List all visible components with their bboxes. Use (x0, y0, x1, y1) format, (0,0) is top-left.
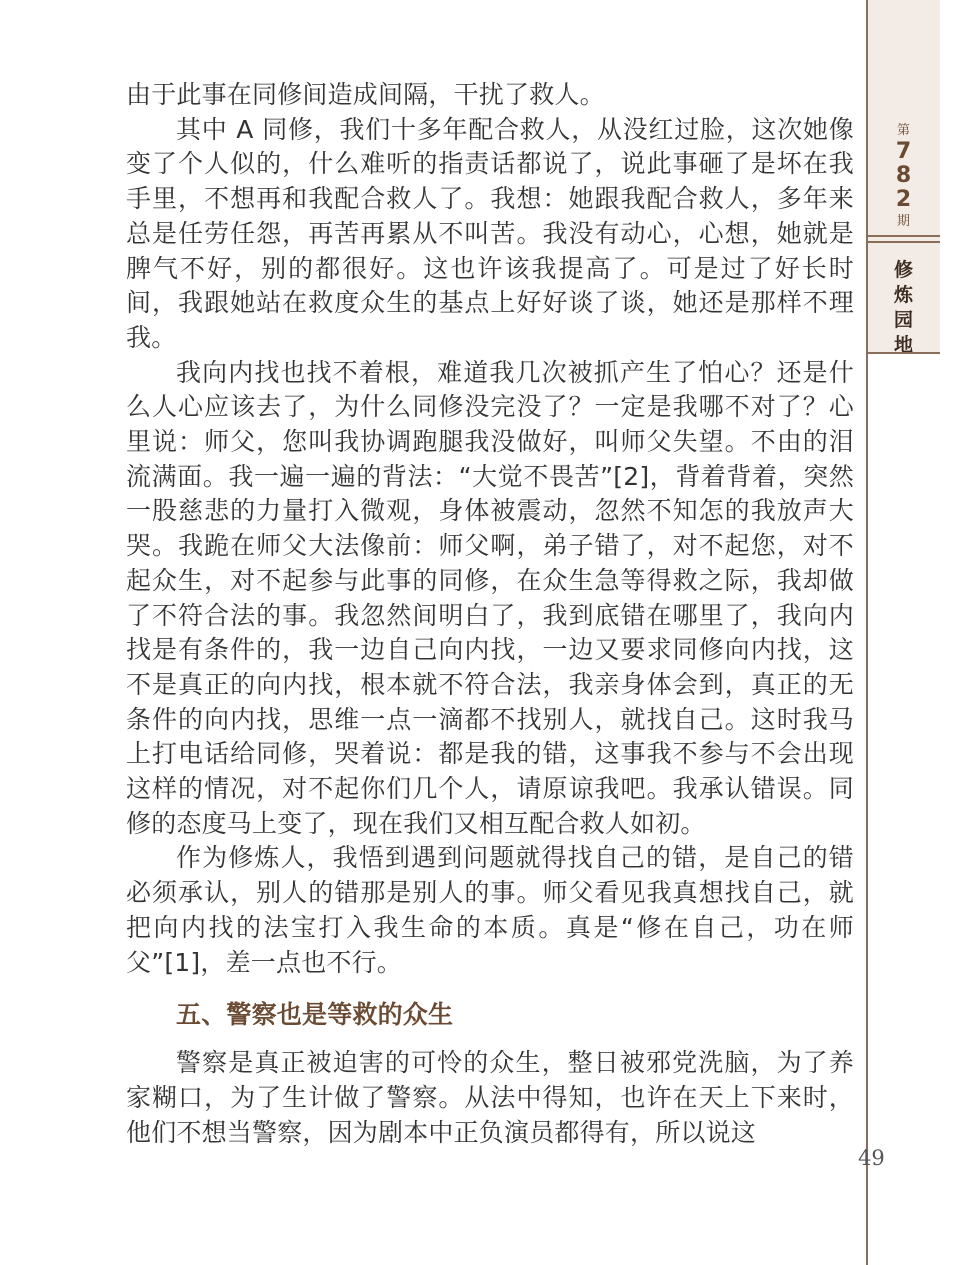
section-heading: 五、警察也是等救的众生 (176, 1000, 454, 1030)
paragraph: 我向内找也找不着根，难道我几次被抓产生了怕心？还是什么人心应该去了，为什么同修没完没了？一定是我哪不对了？心里说：师父，您叫我协调跑腿我没做好，叫师父失望。不由的泪流满面。我一遍一遍的背法：“大觉不畏苦”[2]，背着背着，突然一股慈悲的力量打入微观，身体被震动，忽然不知怎的我放声大哭。我跪在师父大法像前：师父啊，弟子错了，对不起您，对不起众生，对不起参与此事的同修，在众生急等得救之际，我却做了不符合法的事。我忽然间明白了，我到底错在哪里了，我向内找是有条件的，我一边自己向内找，一边又要求同修向内找，这不是真正的向内找，根本就不符合法，我亲身体会到，真正的无条件的向内找，思维一点一滴都不找别人，就找自己。这时我马上打电话给同修，哭着说：都是我的错，这事我不参与不会出现这样的情况，对不起你们几个人，请原谅我吧。我承认错误。同修的态度马上变了，现在我们又相互配合救人如初。 (126, 357, 854, 838)
paragraph: 警察是真正被迫害的可怜的众生，整日被邪党洗脑，为了养家糊口，为了生计做了警察。从法中得知，也许在天上下来时，他们不想当警察，因为剧本中正负演员都得有，所以说这 (126, 1048, 854, 1147)
tab-divider (867, 352, 940, 354)
paragraph: 其中 A 同修，我们十多年配合救人，从没红过脸，这次她像变了个人似的，什么难听的指责话都说了，说此事砸了是坏在我手里，不想再和我配合救人了。我想：她跟我配合救人，多年来总是任劳任怨，再苦再累从不叫苦。我没有动心，心想，她就是脾气不好，别的都很好。这也许该我提高了。可是过了好长时间，我跟她站在救度众生的基点上好好谈了谈，她还是那样不理我。 (126, 114, 854, 352)
section-name-text: 修炼园地 (893, 259, 913, 356)
issue-label (867, 122, 940, 232)
paragraph: 作为修炼人，我悟到遇到问题就得找自己的错，是自己的错必须承认，别人的错那是别人的事。师父看见我真想找自己，就把向内找的法宝打入我生命的本质。真是“修在自己，功在师父”[1]，差一点也不行。 (126, 843, 854, 977)
issue-number: 782 (895, 139, 912, 212)
tab-divider (867, 241, 940, 243)
issue-prefix: 第 (896, 123, 910, 138)
article-body (126, 78, 854, 1150)
section-name (867, 258, 940, 358)
tab-divider (867, 235, 940, 237)
issue-suffix: 期 (896, 214, 910, 229)
paragraph: 由于此事在同修间造成间隔，干扰了救人。 (126, 80, 605, 109)
page-number: 49 (858, 1146, 885, 1170)
